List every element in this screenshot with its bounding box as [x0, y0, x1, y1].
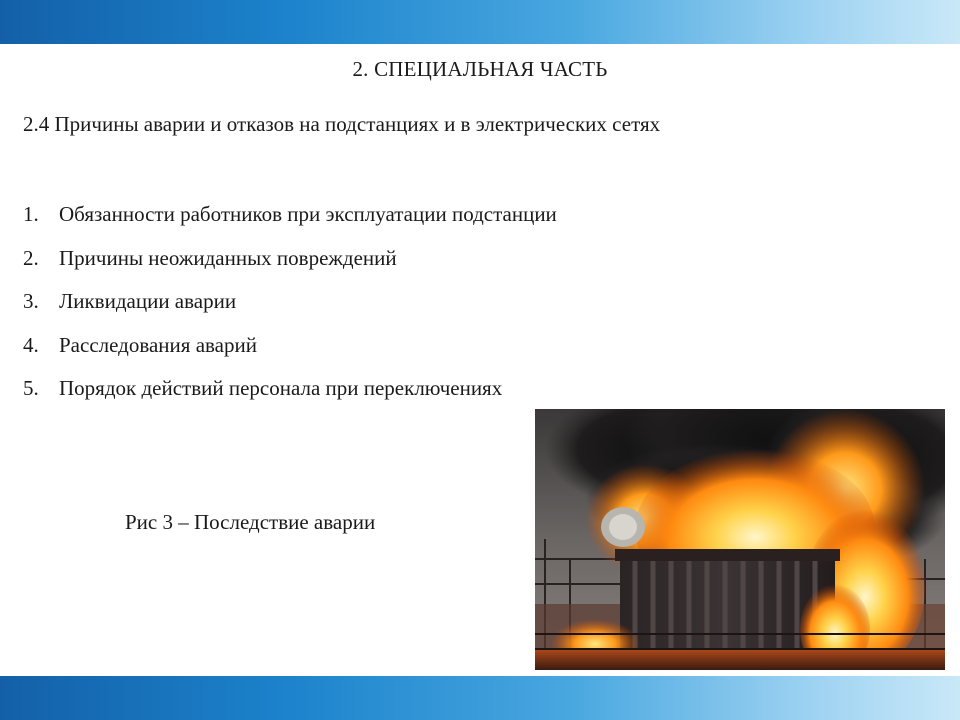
list-item-text: Порядок действий персонала при переключениях	[59, 376, 503, 400]
subtitle: 2.4 Причины аварии и отказов на подстанциях и в электрических сетях	[23, 112, 661, 136]
list-item-number: 5.	[23, 376, 39, 400]
list-item	[23, 202, 557, 246]
list-item-number: 2.	[23, 245, 39, 270]
list-item	[23, 289, 557, 333]
list-item	[23, 333, 557, 377]
list-item-text: Расследования аварий	[59, 332, 257, 357]
bottom-decorative-band	[0, 676, 960, 720]
figure-caption: Рис 3 – Последствие аварии	[125, 510, 376, 534]
list-item-number: 1.	[23, 202, 39, 226]
section-title: 2. СПЕЦИАЛЬНАЯ ЧАСТЬ	[352, 57, 608, 81]
list-item-number: 3.	[23, 289, 39, 313]
transformer-fire-photo	[535, 409, 945, 670]
list-item-number: 4.	[23, 332, 39, 357]
list-item	[23, 246, 557, 290]
list-item-text: Ликвидации аварии	[59, 289, 237, 313]
causes-list	[23, 202, 557, 420]
top-decorative-band	[0, 0, 960, 44]
list-item	[23, 376, 557, 420]
list-item-text: Причины неожиданных повреждений	[59, 245, 397, 270]
list-item-text: Обязанности работников при эксплуатации подстанции	[59, 202, 557, 226]
